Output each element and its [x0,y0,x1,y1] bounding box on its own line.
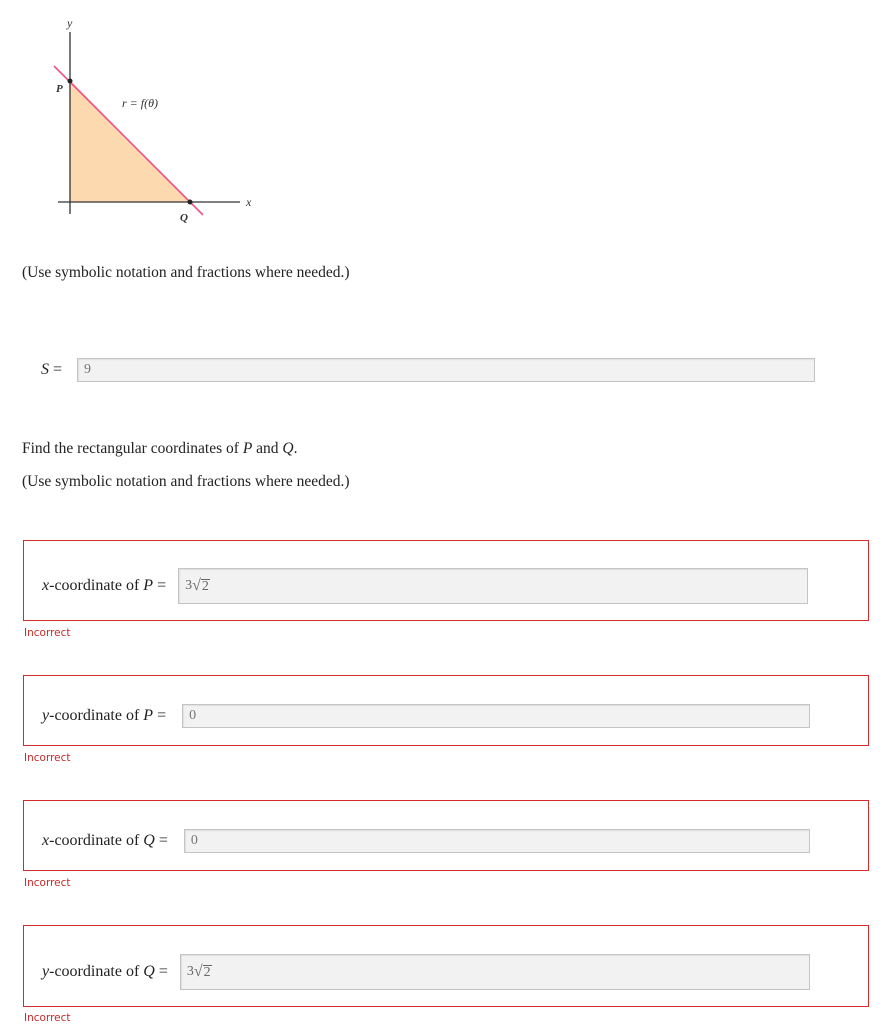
status-incorrect-y-q: Incorrect [24,1012,71,1024]
answer-row-y-p [42,704,810,728]
label-text: -coordinate of [49,577,144,594]
curve-label: r = f(θ) [122,96,158,110]
answer-box-y-p [23,675,869,746]
label-point: Q [143,832,155,849]
prompt-point-p: P [242,440,253,457]
s-answer-value: 9 [84,362,92,377]
equals-sign: = [153,577,167,594]
symbolic-notation-note: (Use symbolic notation and fractions where needed.) [22,264,350,281]
sqrt-icon: √ [192,577,201,594]
answer-label-x-q [42,832,168,850]
answer-label-y-p [42,707,166,725]
sqrt-value [187,964,212,980]
s-answer-input[interactable] [77,358,815,382]
label-text: -coordinate of [49,832,144,849]
label-text: -coordinate of [49,707,144,724]
y-axis-label: y [67,16,73,30]
label-var: y [42,963,50,980]
s-answer-row [41,358,815,382]
label-var: x [42,832,50,849]
label-var: x [42,577,50,594]
status-incorrect-y-p: Incorrect [24,752,71,764]
answer-label-y-q [42,963,168,981]
equals-sign: = [153,707,167,724]
sqrt-value [185,578,210,594]
x-axis-label: x [246,195,252,209]
status-incorrect-x-q: Incorrect [24,877,71,889]
answer-input-x-q[interactable] [184,829,810,853]
answer-row-y-q [42,954,810,990]
prompt-point-q: Q [282,440,294,457]
answer-label-x-p [42,577,166,595]
answer-box-x-p [23,540,869,621]
label-text: -coordinate of [49,963,144,980]
sqrt-icon: √ [193,963,203,980]
label-point: Q [143,963,155,980]
sqrt-radicand: 2 [201,579,209,594]
equals-sign: = [49,361,63,378]
status-incorrect-x-p: Incorrect [24,627,71,639]
prompt-text: Find the rectangular coordinates of [22,440,243,457]
point-p-label: P [56,83,63,95]
label-point: P [143,707,154,724]
prompt-period: . [293,440,298,457]
answer-input-y-q[interactable] [180,954,810,990]
find-coordinates-prompt [22,440,298,458]
answer-value: 0 [190,833,198,848]
point-p-dot [68,79,73,84]
answer-value: 0 [189,708,197,723]
answer-box-y-q [23,925,869,1007]
answer-input-x-p[interactable] [178,568,808,604]
point-q-label: Q [180,212,188,224]
equals-sign: = [154,832,168,849]
point-q-dot [188,200,193,205]
s-answer-label [41,361,62,379]
s-variable: S [41,361,49,378]
symbolic-notation-note-2: (Use symbolic notation and fractions where needed.) [22,473,350,490]
label-point: P [143,577,154,594]
polar-region-figure [40,14,280,234]
equals-sign: = [154,963,168,980]
sqrt-radicand: 2 [203,965,211,980]
figure-svg [40,14,280,234]
answer-box-x-q [23,800,869,871]
answer-row-x-q [42,829,810,853]
prompt-and: and [252,440,283,457]
label-var: y [42,707,50,724]
sqrt-coefficient: 3 [186,964,194,979]
sqrt-coefficient: 3 [185,578,193,593]
answer-input-y-p[interactable] [182,704,810,728]
answer-row-x-p [42,568,808,604]
